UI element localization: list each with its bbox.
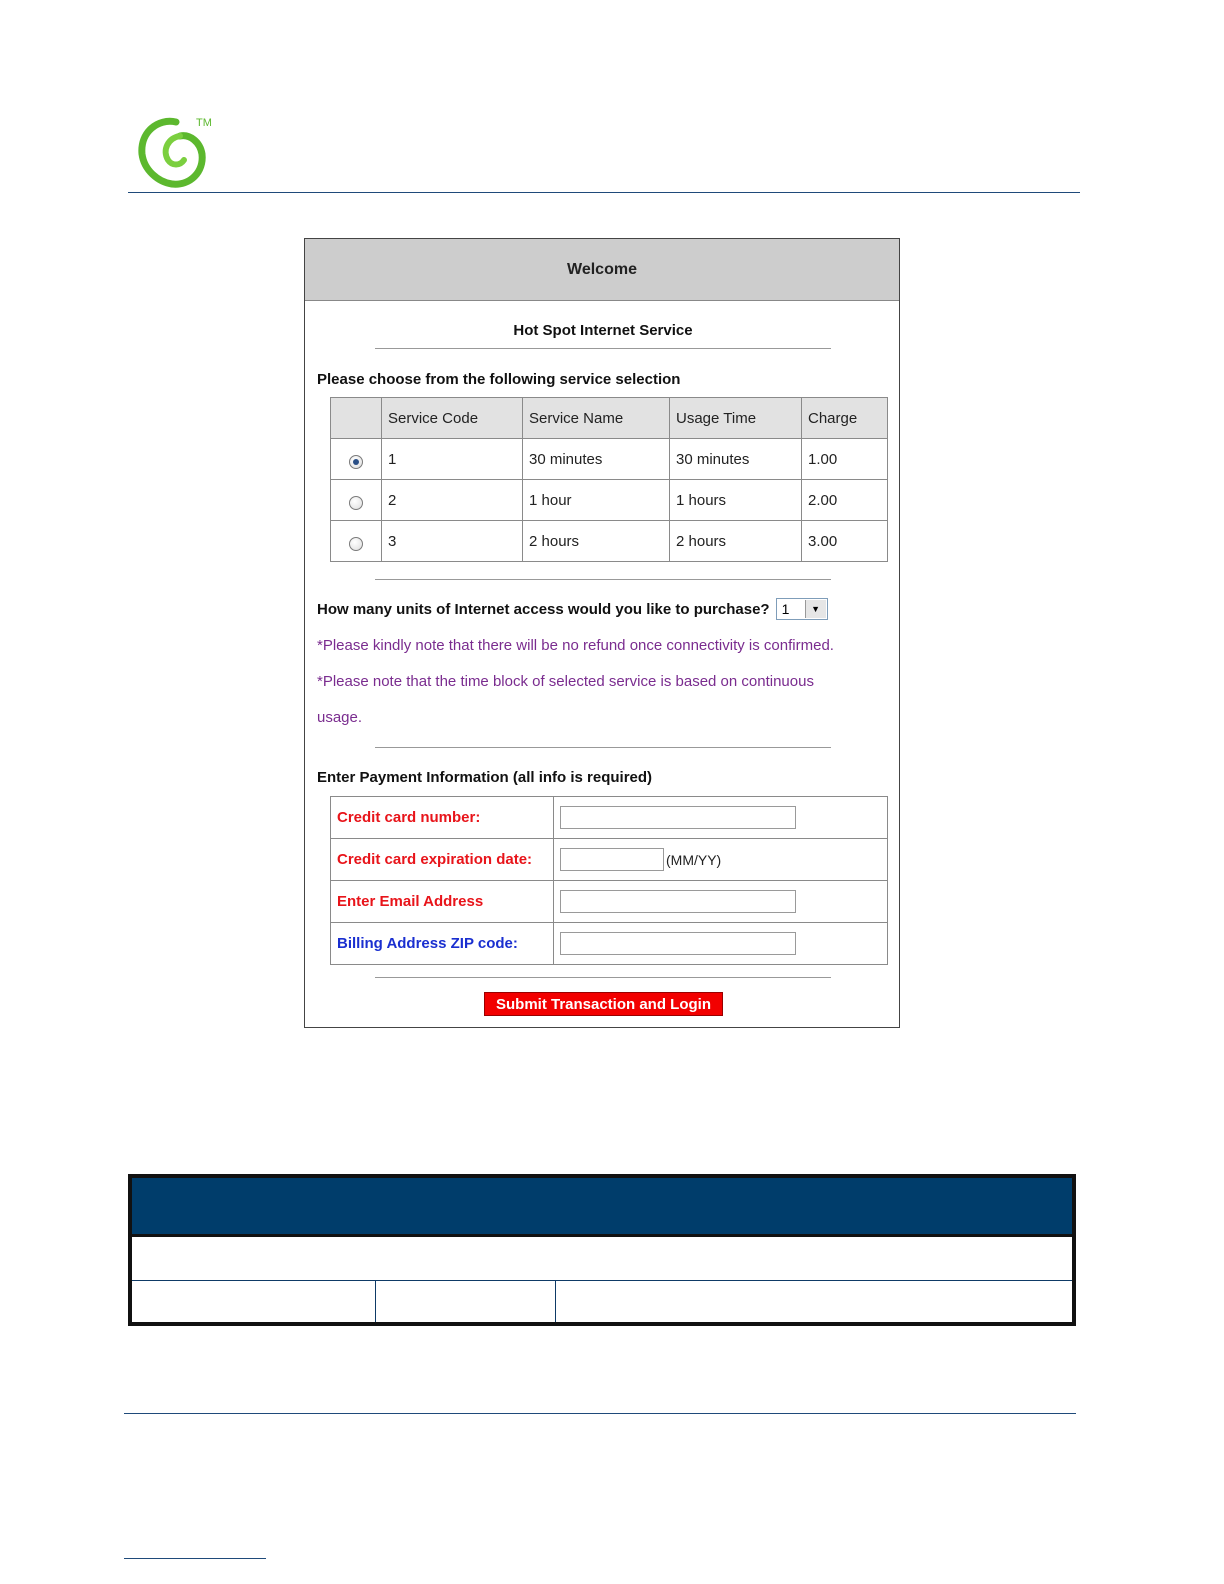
zip-label: Billing Address ZIP code: — [331, 923, 554, 965]
units-select-value: 1 — [781, 601, 790, 617]
usage-time: 30 minutes — [670, 439, 802, 480]
header-usage-time: Usage Time — [670, 398, 802, 439]
service-radio-2[interactable] — [349, 496, 363, 510]
form-row — [331, 797, 888, 839]
table-header-band — [132, 1178, 1072, 1237]
expiry-format-hint: (MM/YY) — [666, 851, 722, 868]
divider — [375, 348, 831, 349]
header-cell-select — [331, 398, 382, 439]
svg-text:TM: TM — [196, 117, 212, 129]
charge: 2.00 — [802, 480, 888, 521]
expiry-label: Credit card expiration date: — [331, 839, 554, 881]
service-selection-prompt: Please choose from the following service selection — [317, 371, 681, 388]
column-divider — [555, 1281, 556, 1322]
charge: 3.00 — [802, 521, 888, 562]
column-divider — [375, 1281, 376, 1322]
table-row — [132, 1237, 1072, 1281]
service-name: 30 minutes — [523, 439, 670, 480]
charge: 1.00 — [802, 439, 888, 480]
chevron-down-icon[interactable]: ▼ — [805, 600, 826, 618]
table-row[interactable] — [331, 480, 888, 521]
units-select[interactable] — [776, 598, 828, 620]
login-portal — [304, 238, 900, 1028]
card-number-label: Credit card number: — [331, 797, 554, 839]
form-row — [331, 839, 888, 881]
usage-time: 1 hours — [670, 480, 802, 521]
email-label: Enter Email Address — [331, 881, 554, 923]
time-block-note-cont: usage. — [317, 709, 363, 726]
usage-time: 2 hours — [670, 521, 802, 562]
units-row — [317, 598, 828, 620]
document-table — [128, 1174, 1076, 1326]
zip-input[interactable] — [560, 932, 796, 955]
service-code: 3 — [382, 521, 523, 562]
table-row[interactable] — [331, 439, 888, 480]
footnote-divider — [124, 1558, 266, 1559]
portal-subtitle: Hot Spot Internet Service — [513, 322, 693, 339]
header-divider — [128, 192, 1080, 193]
header-service-code: Service Code — [382, 398, 523, 439]
footer-divider — [124, 1413, 1076, 1414]
units-question: How many units of Internet access would you like to purchase? — [317, 600, 770, 618]
service-name: 2 hours — [523, 521, 670, 562]
header-service-name: Service Name — [523, 398, 670, 439]
service-code: 2 — [382, 480, 523, 521]
service-code: 1 — [382, 439, 523, 480]
form-row — [331, 881, 888, 923]
table-row[interactable] — [331, 521, 888, 562]
service-table-header — [331, 398, 888, 439]
submit-login-button[interactable]: Submit Transaction and Login — [484, 992, 723, 1016]
time-block-note: *Please note that the time block of selected service is based on continuous — [317, 673, 814, 690]
payment-heading: Enter Payment Information (all info is required) — [317, 769, 653, 786]
service-radio-3[interactable] — [349, 537, 363, 551]
divider — [375, 747, 831, 748]
portal-title: Welcome — [305, 239, 899, 301]
service-table — [330, 397, 888, 562]
service-name: 1 hour — [523, 480, 670, 521]
header-charge: Charge — [802, 398, 888, 439]
service-radio-1[interactable] — [349, 455, 363, 469]
payment-form — [330, 796, 888, 965]
form-row — [331, 923, 888, 965]
refund-note: *Please kindly note that there will be no refund once connectivity is confirmed. — [317, 637, 834, 654]
divider — [375, 579, 831, 580]
divider — [375, 977, 831, 978]
email-input[interactable] — [560, 890, 796, 913]
card-number-input[interactable] — [560, 806, 796, 829]
company-logo — [128, 112, 218, 192]
expiry-input[interactable] — [560, 848, 664, 871]
